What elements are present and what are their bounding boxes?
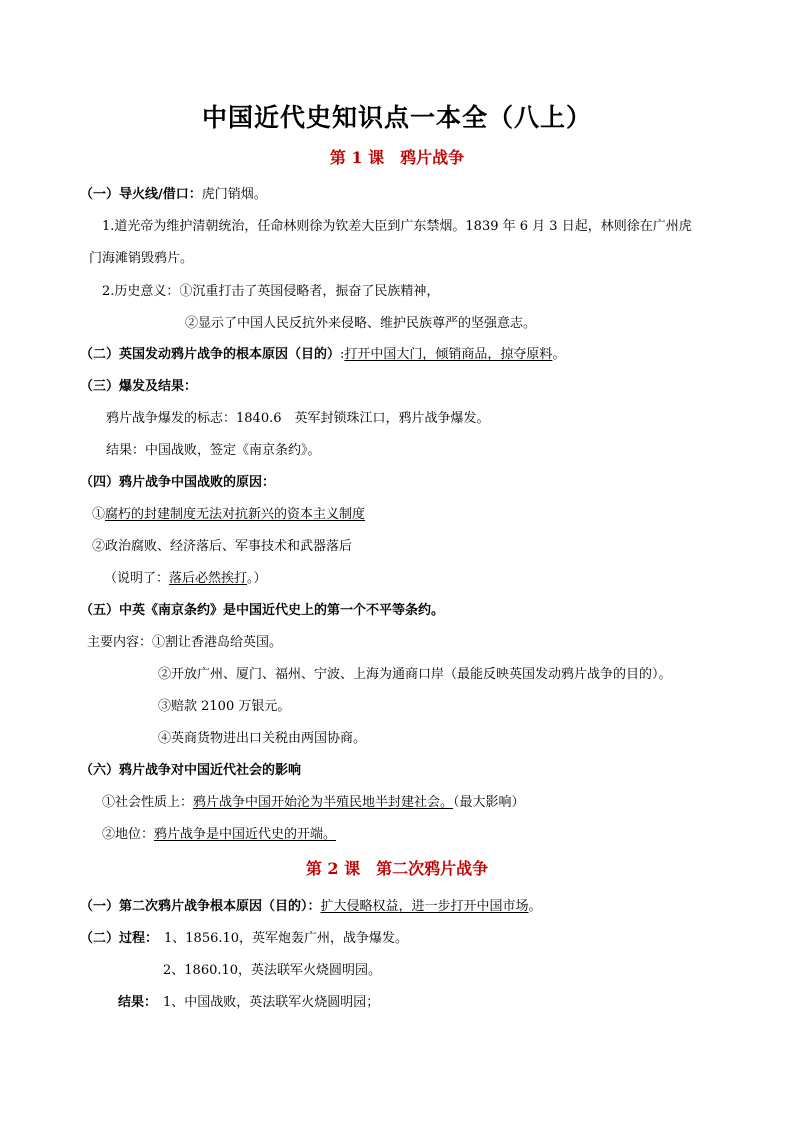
section-1-4-head: （四）鸦片战争中国战败的原因：	[80, 475, 276, 490]
section-2-2-head: （二）过程：	[80, 931, 159, 946]
section-1-2	[80, 346, 565, 364]
section-1-3-a: 鸦片战争爆发的标志：1840.6 英军封锁珠江口，鸦片战争爆发。	[106, 411, 490, 426]
section-1-6-a-u: 鸦片战争中国开始沦为半殖民地半封建社会。	[193, 795, 454, 810]
section-1-3-b: 结果：中国战败，签定《南京条约》。	[106, 443, 321, 458]
section-1-4-b: ②政治腐败、经济落后、军事技术和武器落后	[92, 539, 353, 554]
section-1-5-label: 主要内容：	[87, 635, 153, 650]
section-1-1-head: （一）导火线/借口：	[80, 187, 202, 202]
section-1-4-a	[92, 506, 365, 524]
section-1-1-tail: 虎门销烟。	[201, 187, 267, 202]
section-2-1-answer: 扩大侵略权益，进一步打开中国市场	[320, 899, 529, 914]
section-1-5-item1: ①割让香港岛给英国。	[152, 635, 283, 650]
section-1-3-head: （三）爆发及结果：	[80, 379, 198, 394]
section-1-2-colon: :	[340, 347, 345, 362]
section-1-2-head: （二）英国发动鸦片战争的根本原因（目的）	[80, 347, 341, 362]
page-title: 中国近代史知识点一本全（八上）	[201, 103, 592, 132]
section-2-2	[80, 930, 408, 948]
section-1-5-head: （五）中英《南京条约》是中国近代史上的第一个不平等条约。	[80, 603, 445, 618]
section-1-6-b-u: 鸦片战争是中国近代史的开端。	[154, 827, 337, 842]
section-2-2-b: 2、1860.10，英法联军火烧圆明园。	[163, 963, 382, 978]
section-1-4-c	[104, 570, 267, 588]
section-2-2-result-text: 1、中国战败，英法联军火烧圆明园；	[163, 995, 380, 1010]
section-2-2-a: 1、1856.10，英军炮轰广州，战争爆发。	[164, 931, 409, 946]
section-1-4-c-post: 。）	[247, 571, 267, 586]
section-1-4-a-num: ①	[92, 507, 106, 522]
paragraph-1b: 门海滩销毁鸦片。	[89, 251, 194, 266]
section-1-1	[80, 186, 267, 204]
lesson2-heading: 第 2 课 第二次鸦片战争	[305, 859, 489, 878]
section-2-1-end: 。	[528, 899, 542, 914]
paragraph-2a: 2.历史意义：①沉重打击了英国侵略者，振奋了民族精神，	[102, 284, 440, 299]
section-1-4-c-u: 落后必然挨打	[169, 571, 248, 586]
section-1-5-item2: ②开放广州、厦门、福州、宁波、上海为通商口岸（最能反映英国发动鸦片战争的目的）。	[158, 667, 672, 682]
paragraph-2b: ②显示了中国人民反抗外来侵略、维护民族尊严的坚强意志。	[185, 316, 537, 331]
section-2-2-result	[118, 994, 379, 1012]
section-1-5-item3: ③赔款 2100 万银元。	[158, 699, 291, 714]
section-1-6-b-pre: ②地位：	[102, 827, 155, 842]
section-2-2-result-label: 结果：	[118, 995, 158, 1010]
section-1-6-a-post: （最大影响）	[453, 795, 525, 810]
section-1-4-c-pre: （说明了：	[104, 571, 170, 586]
section-2-1-head: （一）第二次鸦片战争根本原因（目的）：	[80, 899, 321, 914]
paragraph-1a: 1.道光帝为维护清朝统治，任命林则徐为钦差大臣到广东禁烟。1839 年 6 月 3 日起，林则徐在广州虎	[102, 219, 692, 234]
section-1-6-head: （六）鸦片战争对中国近代社会的影响	[80, 763, 302, 778]
section-1-5-row1	[87, 634, 282, 652]
section-1-6-b	[102, 826, 336, 844]
section-1-2-end: 。	[552, 347, 566, 362]
section-1-4-a-text: 腐朽的封建制度无法对抗新兴的资本主义制度	[105, 507, 366, 522]
section-1-2-answer: 打开中国大门，倾销商品，掠夺原料	[344, 347, 553, 362]
section-1-5-item4: ④英商货物进出口关税由两国协商。	[158, 731, 367, 746]
lesson1-heading: 第 1 课 鸦片战争	[329, 148, 465, 167]
section-1-6-a	[102, 794, 525, 812]
section-2-1	[80, 898, 542, 916]
section-1-6-a-pre: ①社会性质上：	[102, 795, 194, 810]
